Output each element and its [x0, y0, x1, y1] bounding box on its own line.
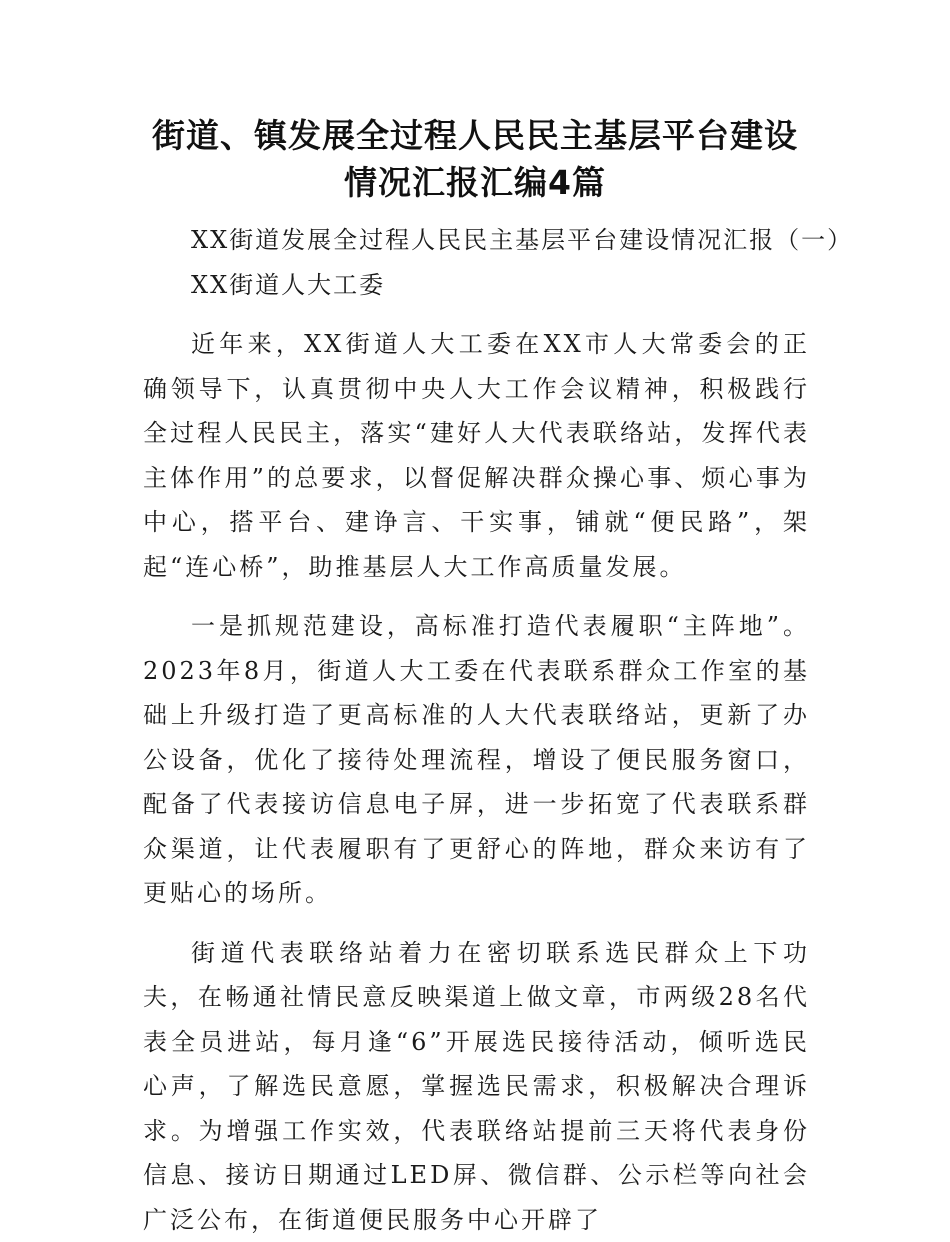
- paragraph-intro: 近年来，XX街道人大工委在XX市人大常委会的正确领导下，认真贯彻中央人大工作会议精神，积极践行全过程人民民主，落实“建好人大代表联络站，发挥代表主体作用”的总要求，以督促解决群众操心事、烦心事为中心，搭平台、建诤言、干实事，铺就“便民路”，架起“连心桥”，助推基层人大工作高质量发展。: [143, 322, 810, 589]
- paragraph-standard-construction: 一是抓规范建设，高标准打造代表履职“主阵地”。2023年8月，街道人大工委在代表联系群众工作室的基础上升级打造了更高标准的人大代表联络站，更新了办公设备，优化了接待处理流程，增设了便民服务窗口，配备了代表接访信息电子屏，进一步拓宽了代表联系群众渠道，让代表履职有了更舒心的阵地，群众来访有了更贴心的场所。: [143, 604, 810, 916]
- document-author: XX街道人大工委: [143, 263, 810, 308]
- paragraph-liaison-station: 街道代表联络站着力在密切联系选民群众上下功夫，在畅通社情民意反映渠道上做文章，市两级28名代表全员进站，每月逢“6”开展选民接待活动，倾听选民心声，了解选民意愿，掌握选民需求，积极解决合理诉求。为增强工作实效，代表联络站提前三天将代表身份信息、接访日期通过LED屏、微信群、公示栏等向社会广泛公布，在街道便民服务中心开辟了: [143, 931, 810, 1242]
- document-title: 街道、镇发展全过程人民民主基层平台建设情况汇报汇编4篇: [140, 112, 810, 206]
- document-subtitle: XX街道发展全过程人民民主基层平台建设情况汇报（一）: [143, 218, 810, 263]
- document-body: [143, 218, 810, 1242]
